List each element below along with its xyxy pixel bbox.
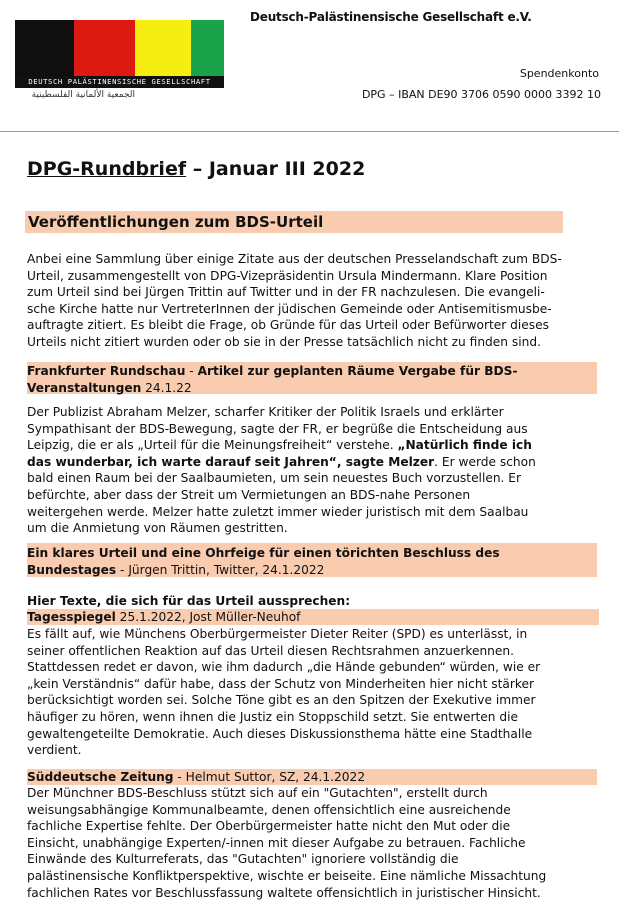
- logo-band-text: DEUTSCH PALÄSTINENSISCHE GESELLSCHAFT: [15, 76, 224, 88]
- intro-line: Urteils nicht zitiert wurden oder ob sie in der Presse tatsächlich nicht zu finden sind.: [27, 334, 541, 349]
- sz-meta: - Helmut Suttor, SZ, 24.1.2022: [173, 770, 366, 784]
- tagesspiegel-meta: 25.1.2022, Jost Müller-Neuhof: [115, 610, 301, 624]
- flag-stripe-black: [15, 20, 74, 76]
- trittin-source: - Jürgen Trittin, Twitter, 24.1.2022: [116, 562, 325, 577]
- sz-source: Süddeutsche Zeitung: [27, 770, 174, 784]
- tagesspiegel-source: Tagesspiegel: [27, 610, 116, 624]
- organization-name: Deutsch-Palästinensische Gesellschaft e.V.: [250, 10, 532, 24]
- page-title: [27, 158, 365, 180]
- tagesspiegel-body: Es fällt auf, wie Münchens Oberbürgermeister Dieter Reiter (SPD) es unterlässt, in seiner offentlichen Reaktion auf das Urteil diesen Rechtsrahmen anzuerkennen. Stattdessen redet er davon, wie ihm dadurch „die Hände gebunden“ würden, wie er „kein Verständnis“ dafür habe, dass der Schutz von Minderheiten hier nicht stärker berücksichtigt worden sei. Solche Töne gibt es an den Spitzen der Exekutive immer häufiger zu hören, wenn ihnen die Justiz ein Stoppschild setzt. Sie entwerten die gewaltengeteilte Demokratie. Auch dieses Diskussionsthema hätte eine Stadthalle verdient.: [27, 627, 541, 758]
- intro-paragraph: [27, 251, 599, 351]
- frankfurt-article-title: Artikel zur geplanten Räume Vergabe für BDS-: [197, 364, 518, 378]
- sz-heading: [27, 769, 599, 786]
- melzer-quote: „Natürlich finde ich: [397, 438, 532, 453]
- frankfurt-heading: Frankfurter Rundschau - Artikel zur geplanten Räume Vergabe für BDS- Veranstaltungen 24.1.22: [27, 364, 518, 395]
- intro-line: zum Urteil sind bei Jürgen Trittin auf Twitter und in der FR nachzulesen. Die evangeli-: [27, 285, 545, 300]
- tagesspiegel-heading: [27, 609, 599, 626]
- sz-body: Der Münchner BDS-Beschluss stützt sich auf ein "Gutachten", erstellt durch weisungsabhängige Kommunalbeamte, denen offensichtlich eine ausreichende fachliche Expertise fehlte. Der Oberbürgermeister hatte nicht den Mut oder die Einsicht, unabhängige Experten/-innen mit dieser Aufgabe zu betrauen. Fachliche Einwände des Kulturreferats, das "Gutachten" ignoriere vollständig die palästinensische Konfliktperspektive, wischte er beiseite. Eine nämliche Missachtung fachlichen Rates vor Beschlussfassung waltete offensichtlich in juristischer Hinsicht.: [27, 786, 547, 900]
- header-divider: [0, 131, 619, 132]
- logo-arabic-text: الجمعية الألمانية الفلسطينية: [31, 90, 135, 100]
- frankfurt-source: Frankfurter Rundschau: [27, 364, 186, 378]
- dpg-logo: [15, 20, 224, 88]
- iban-text: DPG – IBAN DE90 3706 0590 0000 3392 10: [361, 88, 601, 101]
- flag-stripe-yellow: [135, 20, 191, 76]
- section-heading: Veröffentlichungen zum BDS-Urteil: [28, 213, 324, 231]
- intro-line: Urteil, zusammengestellt von DPG-Vizepräsidentin Ursula Mindermann. Klare Position: [27, 268, 548, 283]
- frankfurt-body: Der Publizist Abraham Melzer, scharfer Kritiker der Politik Israels und erklärter Sympathisant der BDS-Bewegung, sagte der FR, er begrüße die Entscheidung aus Leipzig, die er als „Urteil für die Meinungsfreiheit“ verstehe. „Natürlich finde ich das wunderbar, ich warte darauf seit Jahren“, sagte Melzer. Er werde schon bald einen Raum bei der Saalbaumieten, um sein neuestes Buch vorzustellen. Er befürchte, aber dass der Streit um Vermietungen an BDS-nahe Personen weitergehen werde. Melzer hatte zuletzt immer wieder juristisch mit dem Saalbau um die Anmietung von Räumen gestritten.: [27, 405, 536, 536]
- supporting-texts-heading: Hier Texte, die sich für das Urteil aussprechen:: [27, 594, 351, 608]
- melzer-quote: das wunderbar, ich warte darauf seit Jahren“, sagte Melzer: [27, 454, 435, 469]
- flag-stripe-red: [74, 20, 135, 76]
- title-rest: – Januar III 2022: [186, 158, 366, 180]
- intro-line: sche Kirche hatte nur VertreterInnen der jüdischen Gemeinde oder Antisemitismusbe-: [27, 301, 552, 316]
- title-link[interactable]: DPG-Rundbrief: [27, 158, 187, 180]
- frankfurt-date: 24.1.22: [141, 380, 192, 395]
- intro-line: auftragte zitiert. Es bleibt die Frage, ob Gründe für das Urteil oder Befürworter dieses: [27, 318, 549, 333]
- intro-line: Anbei eine Sammlung über einige Zitate aus der deutschen Presselandschaft zum BDS-: [27, 252, 562, 266]
- trittin-heading: Ein klares Urteil und eine Ohrfeige für einen törichten Beschluss des Bundestages - Jürgen Trittin, Twitter, 24.1.2022: [27, 546, 500, 577]
- flag-stripe-green: [191, 20, 224, 76]
- donation-account-label: Spendenkonto: [519, 67, 599, 80]
